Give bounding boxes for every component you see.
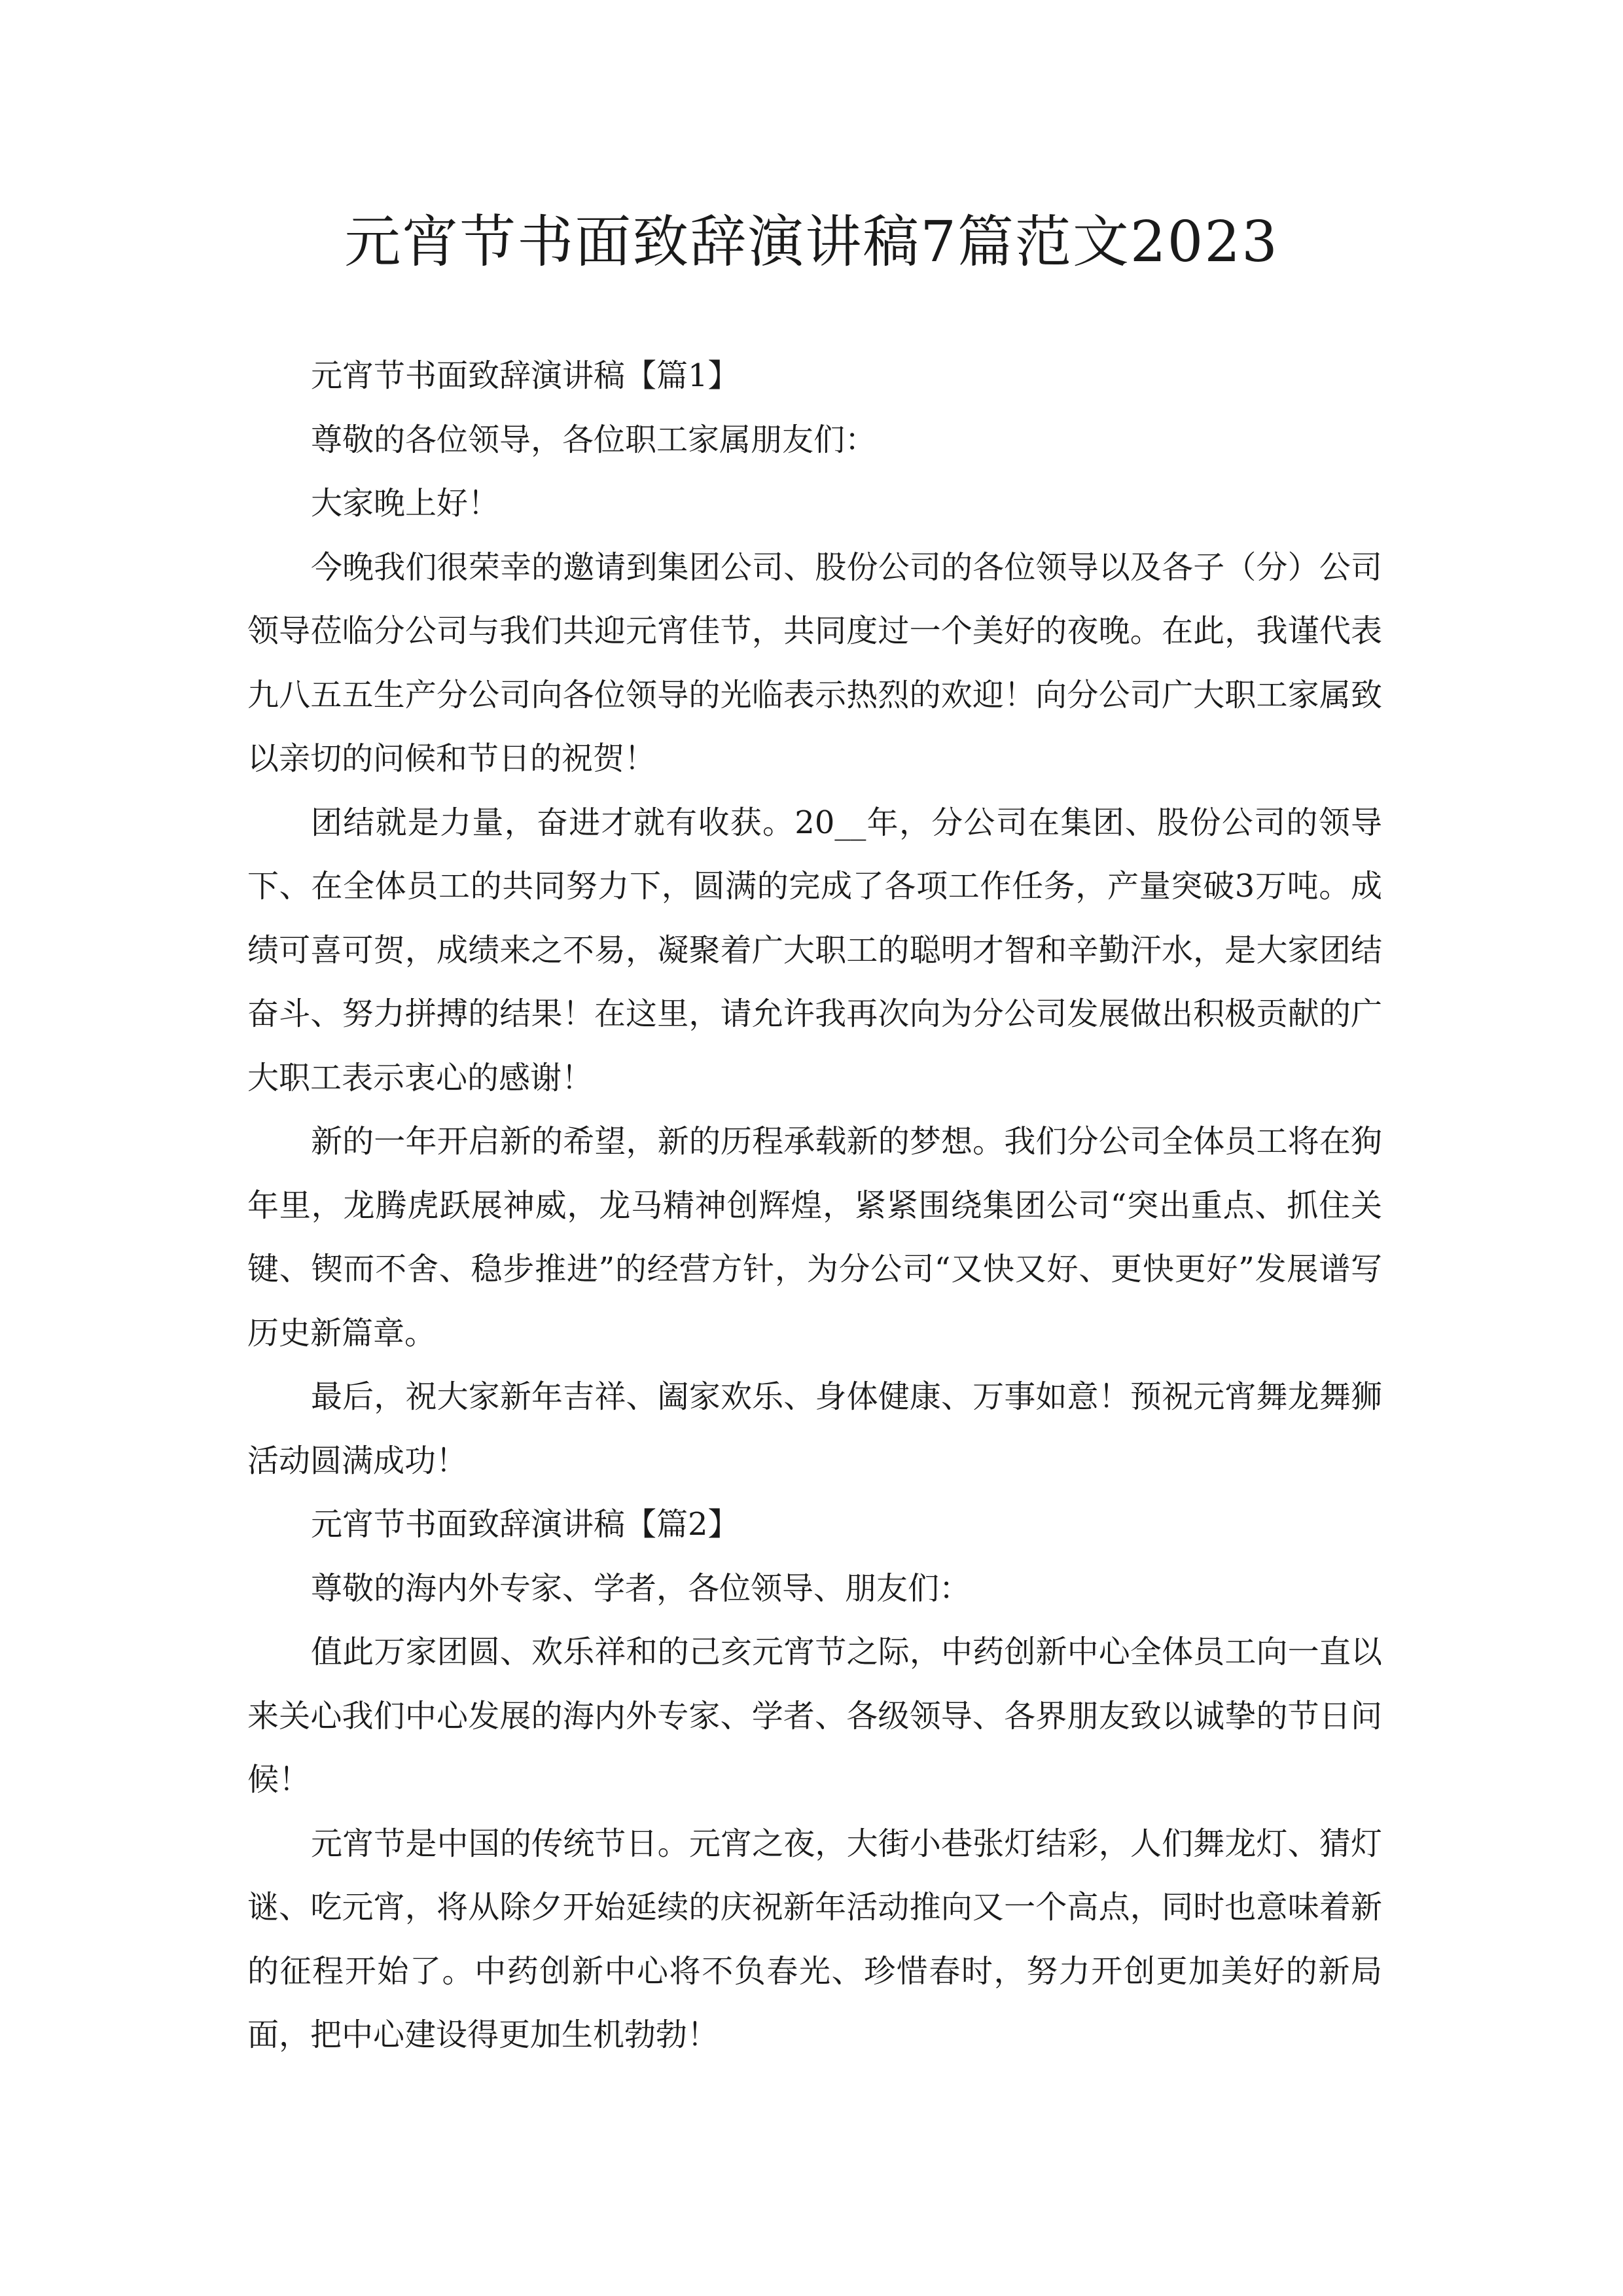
section-heading-1: 元宵节书面致辞演讲稿【篇1】 bbox=[311, 357, 740, 394]
closing-paragraph: 最后，祝大家新年吉祥、阖家欢乐、身体健康、万事如意！预祝元宵舞龙舞狮活动圆满成功！ bbox=[247, 1378, 1382, 1479]
body-paragraph: 新的一年开启新的希望，新的历程承载新的梦想。我们分公司全体员工将在狗年里，龙腾虎跃展神威，龙马精神创辉煌，紧紧围绕集团公司“突出重点、抓住关键、锲而不舍、稳步推进”的经营方针，为分公司“又快又好、更快更好”发展谱写历史新篇章。 bbox=[247, 1123, 1382, 1352]
salutation: 尊敬的各位领导，各位职工家属朋友们： bbox=[311, 421, 877, 458]
document-title: 元宵节书面致辞演讲稿7篇范文2023 bbox=[344, 209, 1279, 275]
body-paragraph: 元宵节是中国的传统节日。元宵之夜，大街小巷张灯结彩，人们舞龙灯、猜灯谜、吃元宵，将从除夕开始延续的庆祝新年活动推向又一个高点，同时也意味着新的征程开始了。中药创新中心将不负春光、珍惜春时，努力开创更加美好的新局面，把中心建设得更加生机勃勃！ bbox=[247, 1825, 1382, 2053]
document-body bbox=[247, 344, 1382, 2068]
body-paragraph: 值此万家团圆、欢乐祥和的己亥元宵节之际，中药创新中心全体员工向一直以来关心我们中心发展的海内外专家、学者、各级领导、各界朋友致以诚挚的节日问候！ bbox=[247, 1634, 1382, 1798]
greeting: 大家晚上好！ bbox=[311, 485, 500, 522]
body-paragraph: 团结就是力量，奋进才就有收获。20__年，分公司在集团、股份公司的领导下、在全体员工的共同努力下，圆满的完成了各项工作任务，产量突破3万吨。成绩可喜可贺，成绩来之不易，凝聚着广大职工的聪明才智和辛勤汗水，是大家团结奋斗、努力拼搏的结果！在这里，请允许我再次向为分公司发展做出积极贡献的广大职工表示衷心的感谢！ bbox=[247, 804, 1382, 1096]
salutation: 尊敬的海内外专家、学者，各位领导、朋友们： bbox=[311, 1570, 971, 1607]
section-heading-2: 元宵节书面致辞演讲稿【篇2】 bbox=[311, 1506, 740, 1543]
body-paragraph: 今晚我们很荣幸的邀请到集团公司、股份公司的各位领导以及各子（分）公司领导莅临分公司与我们共迎元宵佳节，共同度过一个美好的夜晚。在此，我谨代表九八五五生产分公司向各位领导的光临表示热烈的欢迎！向分公司广大职工家属致以亲切的问候和节日的祝贺！ bbox=[247, 548, 1382, 777]
